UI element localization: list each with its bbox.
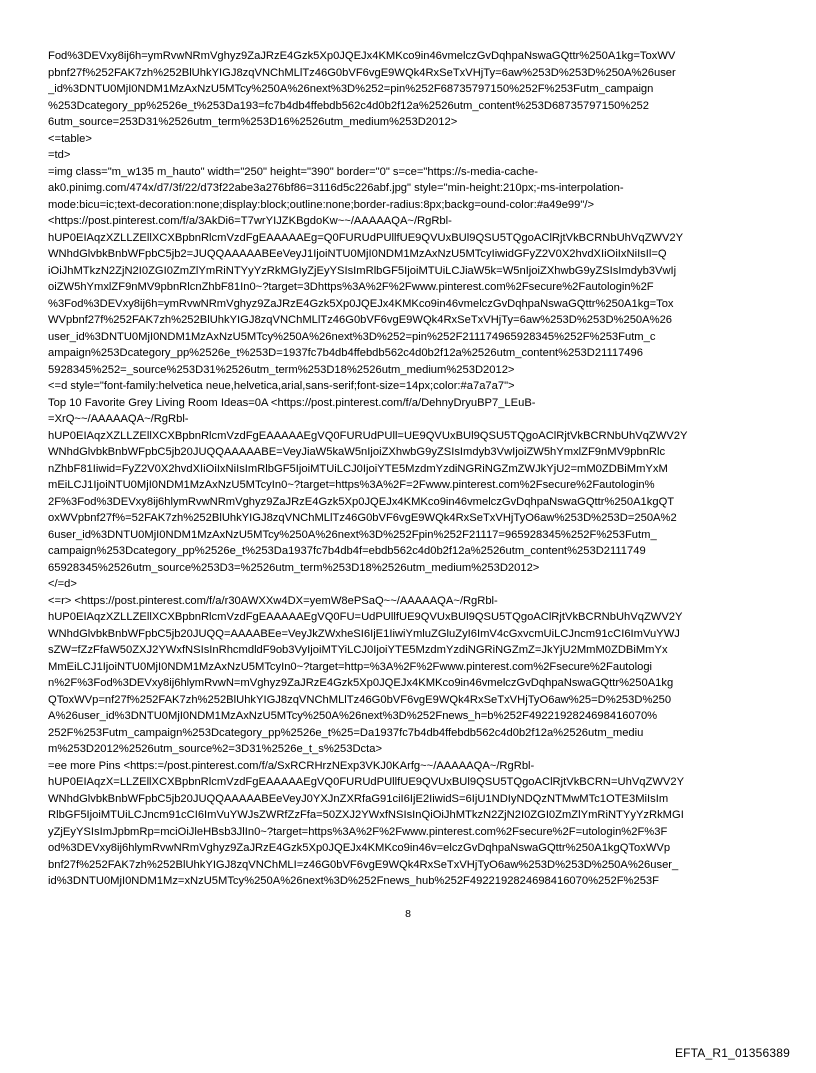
text-line: =img class="m_w135 m_hauto" width="250" height="390" border="0" s=ce="https://s-media-cache- (48, 165, 539, 178)
text-line: ak0.pinimg.com/474x/d7/3f/22/d73f22abe3a276bf86=3116d5c226abf.jpg" style="min-height:210px;-ms-interpolation- (48, 182, 624, 194)
text-line: m%253D2012%2526utm_source%2=3D31%2526e_t_s%253Dcta> (48, 743, 382, 755)
document-id-stamp: EFTA_R1_01356389 (674, 1046, 790, 1060)
text-line: user_id%3DNTU0MjI0NDM1MzAxNzU5MTcy%250A%26next%3D%252=pin%252F211174965928345%252F%253Futm_c (48, 330, 656, 343)
text-line: nZhbF81Iiwid=FyZ2V0X2hvdXIiOiIxNiIsImRlbGF5IjoiMTUiLCJ0IjoiYTE5MzdmYzdiNGRiNGZmZWJkYjU2=mM0ZDBiMmYxM (48, 462, 668, 475)
page-number: 8 (405, 908, 411, 920)
text-line: %253Dcategory_pp%2526e_t%253Da193=fc7b4db4ffebdb562c4d0b2f12a%2526utm_content%253D68735797150%252 (48, 99, 650, 112)
text-line: <=d style="font-family:helvetica neue,helvetica,arial,sans-serif;font-size=14px;color:#a7a7a7"> (48, 380, 515, 392)
text-line: campaign%253Dcategory_pp%2526e_t%253Da1937fc7b4db4f=ebdb562c4d0b2f12a%2526utm_content%253D2111749 (48, 545, 646, 557)
text-line: ampaign%253Dcategory_pp%2526e_t%253D=1937fc7b4db4ffebdb562c4d0b2f12a%2526utm_content%253D21117496 (48, 347, 643, 359)
text-line: bnf27f%252FAK7zh%252BlUhkYIGJ8zqVNChMLI=z46G0bVF6vgE9WQk4RxSeTxVHjTyO6aw%253D%253D%250A%26user_ (48, 858, 679, 871)
text-line: mode:bicu=ic;text-decoration:none;display:block;outline:none;border-radius:8px;backg=ound-color:#a49e99"/> (48, 198, 594, 211)
document-body (48, 48, 774, 890)
text-line: 65928345%2526utm_source%253D3=%2526utm_term%253D18%2526utm_medium%253D2012> (48, 561, 540, 574)
text-line: hUP0EIAqzXZLLZEllXCXBpbnRlcmVzdFgEAAAAAEgVQ0FU=UdPUllfUE9QVUxBUl9QSU5TQgoAClRjtVkBCRNbUhVqZWV2Y (48, 611, 683, 623)
text-line: 2F%3Fod%3DEVxy8ij6hlymRvwNRmVghyz9ZaJRzE4Gzk5Xp0JQEJx4KMKco9in46vmelczGvDqhpaNswaGQttr%250A1kgQT (48, 495, 675, 508)
text-line: =ee more Pins <https:=/post.pinterest.com/f/a/SxRCRHrzNExp3VKJ0KArfg~~/AAAAAQA~/RgRbl- (48, 759, 535, 772)
text-line: sZW=fZzFfaW50ZXJ2YWxfNSIsInRhcmdldF9ob3VyIjoiMTYiLCJ0IjoiYTE5MzdmYzdiNGRiNGZmZ=JkYjU2MmM0ZDBiMmYx (48, 644, 668, 656)
text-line: 5928345%252=_source%253D31%2526utm_term%253D18%2526utm_medium%253D2012> (48, 363, 515, 376)
text-line: </=d> (48, 578, 77, 590)
text-line: %3Fod%3DEVxy8ij6h=ymRvwNRmVghyz9ZaJRzE4Gzk5Xp0JQEJx4KMKco9in46vmelczGvDqhpaNswaGQttr%250A1kg=Tox (48, 297, 674, 310)
text-line: WNhdGlvbkBnbWFpbC5jb2=JUQQAAAAABEeVeyJ1IjoiNTU0MjI0NDM1MzAxNzU5MTcyIiwidGFyZ2V0X2hvdXIiOiIxNiIsIl=Q (48, 248, 667, 260)
text-line: id%3DNTU0MjI0NDM1Mz=xNzU5MTcy%250A%26next%3D%252Fnews_hub%252F4922192824698416070%252F%253F (48, 875, 659, 887)
text-line: Fod%3DEVxy8ij6h=ymRvwNRmVghyz9ZaJRzE4Gzk5Xp0JQEJx4KMKco9in46vmelczGvDqhpaNswaGQttr%250A1kg=ToxWV (48, 50, 676, 62)
text-line: =XrQ~~/AAAAAQA~/RgRbl- (48, 413, 189, 425)
text-line: WNhdGlvbkBnbWFpbC5jb20JUQQ=AAAABEe=VeyJkZWxheSI6IjE1IiwiYmluZGluZyI6ImV4cGxvcmUiLCJncm91cCI6ImVuYWJ (48, 627, 680, 640)
text-line: A%26user_id%3DNTU0MjI0NDM1MzAxNzU5MTcy%250A%26next%3D%252Fnews_h=b%252F4922192824698416070% (48, 710, 658, 722)
text-line: <https://post.pinterest.com/f/a/3AkDi6=T7wrYIJZKBgdoKw~~/AAAAAQA~/RgRbl- (48, 215, 452, 227)
text-line: WVpbnf27f%252FAK7zh%252BlUhkYIGJ8zqVNChMLlTz46G0bVF6vgE9WQk4RxSeTxVHjTy=6aw%253D%253D%250A%26 (48, 314, 673, 326)
text-line: oiZW5hYmxlZF9nMV9pbnRlcnZhbF81In0~?target=3Dhttps%3A%2F%2Fwww.pinterest.com%2Fsecure%2Fautologin%2F (48, 281, 654, 293)
text-line: hUP0EIAqzX=LLZEllXCXBpbnRlcmVzdFgEAAAAAEgVQ0FURUdPUllfUE9QVUxBUl9QSU5TQgoAClRjtVkBCRN=UhVqZWV2Y (48, 776, 685, 788)
text-line: yZjEyYSIsImJpbmRp=mciOiJleHBsb3JlIn0~?target=https%3A%2F%2Fwww.pinterest.com%2Fsecure%2F=utologin%2F%3F (48, 825, 668, 838)
text-line: mEiLCJ1IjoiNTU0MjI0NDM1MzAxNzU5MTcyIn0~?target=https%3A%2F=2Fwww.pinterest.com%2Fsecure%2Fautologin% (48, 479, 655, 491)
text-line: _id%3DNTU0MjI0NDM1MzAxNzU5MTcy%250A%26next%3D%252=pin%252F68735797150%252F%253Futm_campaign (48, 83, 654, 95)
text-line: Top 10 Favorite Grey Living Room Ideas=0A <https://post.pinterest.com/f/a/DehnyDryuBP7_LEuB- (48, 396, 536, 409)
text-line: QToxWVp=nf27f%252FAK7zh%252BlUhkYIGJ8zqVNChMLlTz46G0bVF6vgE9WQk4RxSeTxVHjTyO6aw%25=D%253D%250 (48, 693, 672, 706)
text-line: pbnf27f%252FAK7zh%252BlUhkYIGJ8zqVNChMLlTz46G0bVF6vgE9WQk4RxSeTxVHjTy=6aw%253D%253D%250A%26user (48, 66, 676, 79)
text-line: =td> (48, 149, 71, 161)
text-line: 252F%253Futm_campaign%253Dcategory_pp%2526e_t%25=Da1937fc7b4db4ffebdb562c4d0b2f12a%2526utm_mediu (48, 726, 644, 739)
text-line: hUP0EIAqzXZLLZEllXCXBpbnRlcmVzdFgEAAAAAEg=Q0FURUdPUllfUE9QVUxBUl9QSU5TQgoAClRjtVkBCRNbUhVqZWV2Y (48, 231, 684, 244)
text-line: RlbGF5IjoiMTUiLCJncm91cCI6ImVuYWJsZWRfZzFfa=50ZXJ2YWxfNSIsInQiOiJhMTkzN2ZjN2I0ZGI0ZmZlYmRiNTYyYzRkMGI (48, 809, 684, 821)
text-line: <=table> (48, 132, 92, 145)
text-line: WNhdGlvbkBnbWFpbC5jb20JUQQAAAAABE=VeyJiaW5kaW5nIjoiZXhwbG9yZSIsImdyb3VwIjoiZW5hYmxlZF9nMV9pbnRlc (48, 446, 666, 458)
text-line: <=r> <https://post.pinterest.com/f/a/r30AWXXw4DX=yemW8ePSaQ~~/AAAAAQA~/RgRbl- (48, 594, 498, 607)
text-line: iOiJhMTkzN2ZjN2I0ZGI0ZmZlYmRiNTYyYzRkMGIyZjEyYSIsImRlbGF5IjoiMTUiLCJiaW5k=W5nIjoiZXhwbG9yZSIsImdyb3VwIj (48, 264, 677, 277)
text-line: MmEiLCJ1IjoiNTU0MjI0NDM1MzAxNzU5MTcyIn0~?target=http=%3A%2F%2Fwww.pinterest.com%2Fsecure%2Fautologi (48, 660, 653, 673)
text-line: hUP0EIAqzXZLLZEllXCXBpbnRlcmVzdFgEAAAAAEgVQ0FURUdPUll=UE9QVUxBUl9QSU5TQgoAClRjtVkBCRNbUhVqZWV2Y (48, 429, 688, 442)
text-line: od%3DEVxy8ij6hlymRvwNRmVghyz9ZaJRzE4Gzk5Xp0JQEJx4KMKco9in46v=elczGvDqhpaNswaGQttr%250A1kgQToxWVp (48, 842, 671, 854)
text-line: 6utm_source=253D31%2526utm_term%253D16%2526utm_medium%253D2012> (48, 116, 458, 128)
text-line: 6user_id%3DNTU0MjI0NDM1MzAxNzU5MTcy%250A%26next%3D%252Fpin%252F21117=965928345%252F%253Futm_ (48, 528, 657, 541)
text-line: n%2F%3Fod%3DEVxy8ij6hlymRvwN=mVghyz9ZaJRzE4Gzk5Xp0JQEJx4KMKco9in46vmelczGvDqhpaNswaGQttr%250A1kg (48, 677, 674, 689)
text-line: WNhdGlvbkBnbWFpbC5jb20JUQQAAAAABEeVeyJ0YXJnZXRfaG91ciI6IjE2IiwidS=6IjU1NDIyNDQzNTMwMTc1OTE3MiIsIm (48, 792, 669, 805)
text-line: oxWVpbnf27f%=52FAK7zh%252BlUhkYIGJ8zqVNChMLlTz46G0bVF6vgE9WQk4RxSeTxVHjTyO6aw%253D%253D=250A%2 (48, 512, 677, 524)
